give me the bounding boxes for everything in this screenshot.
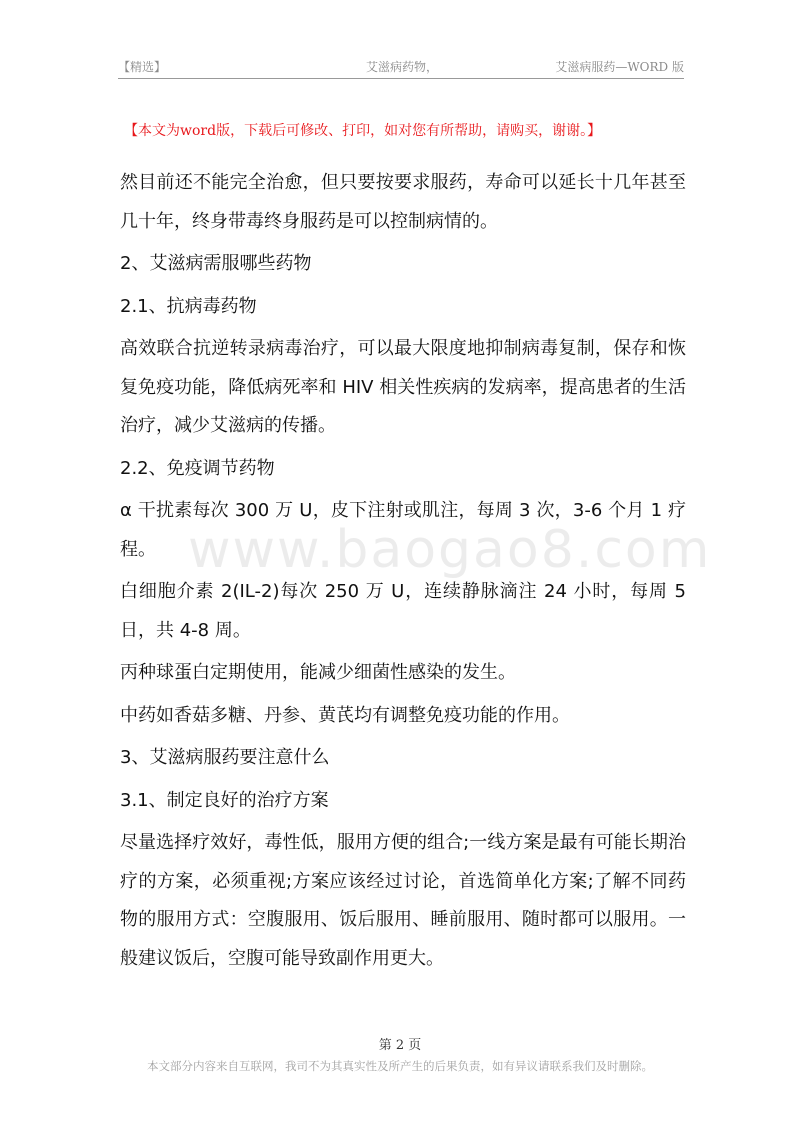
page-header bbox=[118, 56, 684, 79]
body-paragraph: 尽量选择疗效好，毒性低，服用方便的组合;一线方案是最有可能长期治疗的方案，必须重视;方案应该经过讨论，首选简单化方案;了解不同药物的服用方式：空腹服用、饭后服用、睡前服用、随时都可以服用。一般建议饭后，空腹可能导致副作用更大。 bbox=[120, 832, 686, 969]
subsection-heading: 2.1、抗病毒药物 bbox=[120, 295, 257, 317]
header-tag: 【精选】 bbox=[118, 60, 167, 74]
body-paragraph: 高效联合抗逆转录病毒治疗，可以最大限度地抑制病毒复制，保存和恢复免疫功能，降低病死率和 HIV 相关性疾病的发病率，提高患者的生活治疗，减少艾滋病的传播。 bbox=[120, 338, 686, 436]
purchase-notice: 【本文为word版，下载后可修改、打印，如对您有所帮助，请购买，谢谢。】 bbox=[124, 123, 602, 139]
header-doc-name: 艾滋病服药—WORD 版 bbox=[555, 60, 684, 74]
body-paragraph: α 干扰素每次 300 万 U，皮下注射或肌注，每周 3 次，3-6 个月 1 疗程。 bbox=[120, 500, 686, 560]
watermark: www.baogao8.com bbox=[188, 520, 712, 580]
document-body bbox=[120, 164, 712, 978]
header-title: 艾滋病药物， bbox=[366, 60, 439, 74]
section-heading: 3、艾滋病服药要注意什么 bbox=[120, 747, 330, 768]
body-paragraph: 然目前还不能完全治愈，但只要按要求服药，寿命可以延长十几年甚至几十年，终身带毒终身服药是可以控制病情的。 bbox=[120, 172, 686, 232]
footer-disclaimer: 本文部分内容来自互联网，我司不为其真实性及所产生的后果负责，如有异议请联系我们及时删除。 bbox=[147, 1059, 653, 1073]
subsection-heading: 2.2、免疫调节药物 bbox=[120, 457, 275, 479]
body-paragraph: 白细胞介素 2(IL-2)每次 250 万 U，连续静脉滴注 24 小时，每周 5 日，共 4-8 周。 bbox=[120, 581, 686, 641]
body-paragraph: 中药如香菇多糖、丹参、黄芪均有调整免疫功能的作用。 bbox=[120, 704, 570, 726]
section-heading: 2、艾滋病需服哪些药物 bbox=[120, 253, 312, 274]
page-number: 第 2 页 bbox=[378, 1038, 422, 1053]
subsection-heading: 3.1、制定良好的治疗方案 bbox=[120, 789, 329, 811]
body-paragraph: 丙种球蛋白定期使用，能减少细菌性感染的发生。 bbox=[120, 662, 516, 683]
